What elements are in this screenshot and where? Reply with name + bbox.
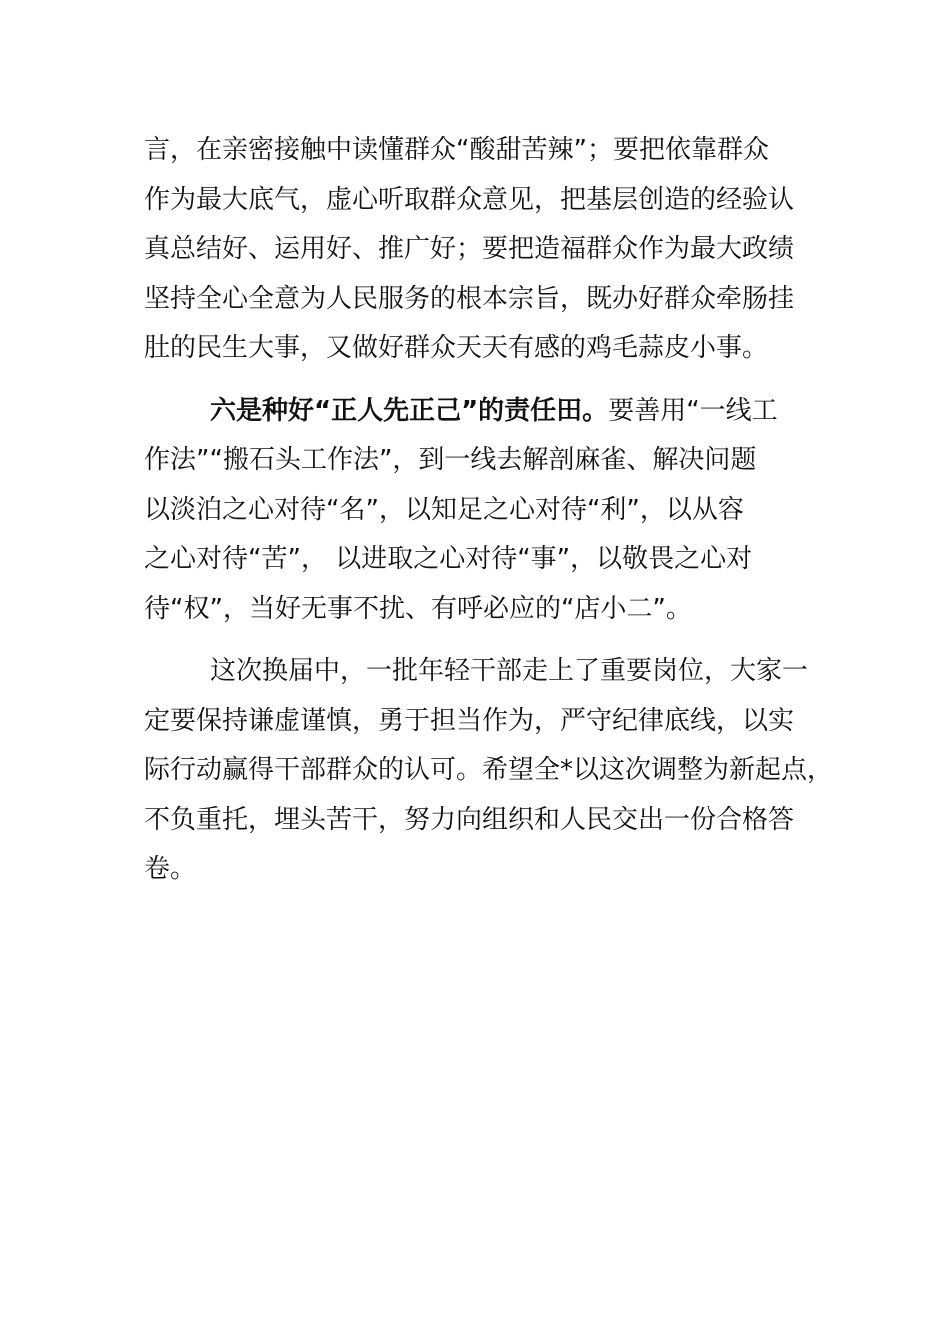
text-line: 卷。 bbox=[144, 854, 197, 884]
text-line: 真总结好、运用好、推广好；要把造福群众作为最大政绩 bbox=[144, 234, 795, 264]
text-line: 不负重托，埋头苦干，努力向组织和人民交出一份合格答 bbox=[144, 804, 795, 835]
text-run: 要善用“一线工 bbox=[608, 395, 778, 426]
text-line: 这次换届中，一批年轻干部走上了重要岗位，大家一 bbox=[210, 656, 809, 686]
paragraph-2 bbox=[144, 387, 814, 635]
text-line bbox=[144, 387, 814, 437]
text-line: 际行动赢得干部群众的认可。希望全*以这次调整为新起点， bbox=[144, 755, 834, 785]
text-line: 坚持全心全意为人民服务的根本宗旨，既办好群众牵肠挂 bbox=[144, 283, 795, 314]
text-line: 作为最大底气，虚心听取群众意见，把基层创造的经验认 bbox=[144, 184, 795, 215]
text-line: 肚的民生大事，又做好群众天天有感的鸡毛蒜皮小事。 bbox=[144, 333, 769, 363]
text-line: 待“权”，当好无事不扰、有呼必应的“店小二”。 bbox=[144, 593, 692, 624]
document-body bbox=[144, 126, 834, 908]
text-line: 以淡泊之心对待“名”，以知足之心对待“利”，以从容 bbox=[144, 494, 744, 525]
paragraph-1 bbox=[144, 126, 814, 374]
text-line: 言，在亲密接触中读懂群众“酸甜苦辣”；要把依靠群众 bbox=[144, 135, 769, 165]
text-line: 之心对待“苦”， 以进取之心对待“事”，以敬畏之心对 bbox=[144, 544, 753, 574]
text-line: 定要保持谦虚谨慎，勇于担当作为，严守纪律底线，以实 bbox=[144, 705, 795, 736]
text-line: 作法”“搬石头工作法”，到一线去解剖麻雀、解决问题 bbox=[144, 445, 757, 475]
paragraph-heading: 六是种好“正人先正己”的责任田。 bbox=[210, 395, 609, 426]
paragraph-3 bbox=[144, 647, 834, 895]
